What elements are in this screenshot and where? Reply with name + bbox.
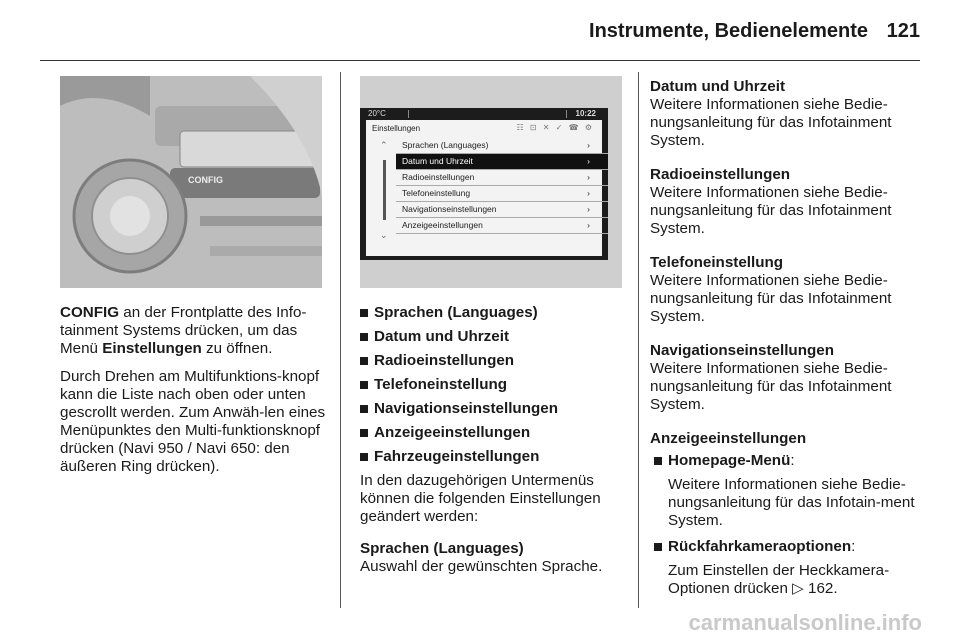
bullet-square: [654, 543, 662, 551]
column-1-text: [60, 304, 328, 486]
chevron-right-icon: ›: [587, 172, 590, 182]
scrollbar[interactable]: [383, 160, 386, 220]
settings-screen-photo: [360, 76, 622, 288]
list-item: Radioeinstellungen: [360, 352, 626, 370]
display-settings-list: [650, 452, 922, 598]
column-3-text: [650, 78, 922, 606]
settings-panel: [366, 120, 602, 256]
menu-item[interactable]: [396, 186, 608, 202]
list-item: Datum und Uhrzeit: [360, 328, 626, 346]
config-button-photo: [60, 76, 322, 288]
menu-item[interactable]: [396, 170, 608, 186]
settings-menu: [396, 138, 608, 234]
scroll-down-icon[interactable]: ⌄: [380, 230, 388, 240]
page-number: 121: [886, 20, 920, 42]
column-2-text: [360, 304, 626, 586]
bullet-square: [654, 457, 662, 465]
status-separator: [408, 110, 409, 118]
menu-item[interactable]: [396, 218, 608, 234]
column-divider-1: [340, 72, 341, 608]
display-settings-section: [650, 430, 922, 598]
menu-item-label: Navigationseinstellungen: [402, 204, 497, 214]
info-section: Datum und Uhrzeit Weitere Informationen siehe Bedie-nungsanleitung für das Infotainment System.: [650, 78, 892, 149]
intro-paragraph: CONFIG an der Frontplatte des Info-tainment Systems drücken, um das Menü Einstellungen zu öffnen.: [60, 304, 307, 357]
scroll-paragraph: Durch Drehen am Multifunktions-knopf kann die Liste nach oben oder unten gescrollt werden. Zum Anwäh-len eines Menüpunktes den Multi-funktionsknopf drücken (Navi 950 / Navi 650: den äußeren Ring drücken).: [60, 368, 326, 475]
temperature-readout: 20°C: [368, 109, 386, 118]
page-reference-icon: ▷: [792, 580, 804, 597]
section-heading: Anzeigeeinstellungen: [650, 430, 807, 447]
scroll-up-icon[interactable]: ⌃: [380, 140, 388, 150]
list-item: Telefoneinstellung: [360, 376, 626, 394]
chevron-right-icon: ›: [587, 156, 590, 166]
menu-item-label: Sprachen (Languages): [402, 140, 489, 150]
menu-item[interactable]: [396, 138, 608, 154]
list-item: Homepage-Menü: Weitere Informationen siehe Bedie-nungsanleitung für das Infotain-ment System.: [650, 452, 922, 530]
menu-item[interactable]: [396, 154, 608, 170]
chevron-right-icon: ›: [587, 204, 590, 214]
menu-item-label: Telefoneinstellung: [402, 188, 471, 198]
list-item: Fahrzeugeinstellungen: [360, 448, 626, 466]
status-icons: ☷ ⊡ ✕ ✓ ☎ ⚙: [516, 123, 594, 132]
clock-readout: 10:22: [575, 109, 596, 118]
chevron-right-icon: ›: [587, 140, 590, 150]
header-rule: [40, 60, 920, 61]
settings-title: Einstellungen: [372, 124, 421, 133]
watermark: carmanualsonline.info: [688, 610, 922, 635]
chevron-right-icon: ›: [587, 220, 590, 230]
language-section: Sprachen (Languages) Auswahl der gewünschten Sprache.: [360, 540, 603, 575]
list-item: Sprachen (Languages): [360, 304, 626, 322]
menu-item-label: Anzeigeeinstellungen: [402, 220, 483, 230]
info-section: Telefoneinstellung Weitere Informationen siehe Bedie-nungsanleitung für das Infotainment System.: [650, 254, 892, 325]
list-item: Anzeigeeinstellungen: [360, 424, 626, 442]
column-divider-2: [638, 72, 639, 608]
chevron-right-icon: ›: [587, 188, 590, 198]
page-header-title: Instrumente, Bedienelemente: [589, 20, 868, 42]
list-item: Rückfahrkameraoptionen: Zum Einstellen der Heckkamera-Optionen drücken ▷ 162.: [650, 538, 922, 598]
menu-item-label: Radioeinstellungen: [402, 172, 475, 182]
menu-item-label: Datum und Uhrzeit: [402, 156, 473, 166]
config-button-label: CONFIG: [188, 175, 223, 185]
status-bar: [360, 108, 608, 120]
menu-item[interactable]: [396, 202, 608, 218]
list-item: Navigationseinstellungen: [360, 400, 626, 418]
status-separator: [566, 110, 567, 118]
submenu-paragraph: In den dazugehörigen Untermenüs können die folgenden Einstellungen geändert werden:: [360, 472, 601, 525]
info-section: Radioeinstellungen Weitere Informationen siehe Bedie-nungsanleitung für das Infotainment System.: [650, 166, 892, 237]
infotainment-display: [360, 108, 608, 260]
info-section: Navigationseinstellungen Weitere Informationen siehe Bedie-nungsanleitung für das Infotainment System.: [650, 342, 892, 413]
settings-list: [360, 304, 626, 466]
